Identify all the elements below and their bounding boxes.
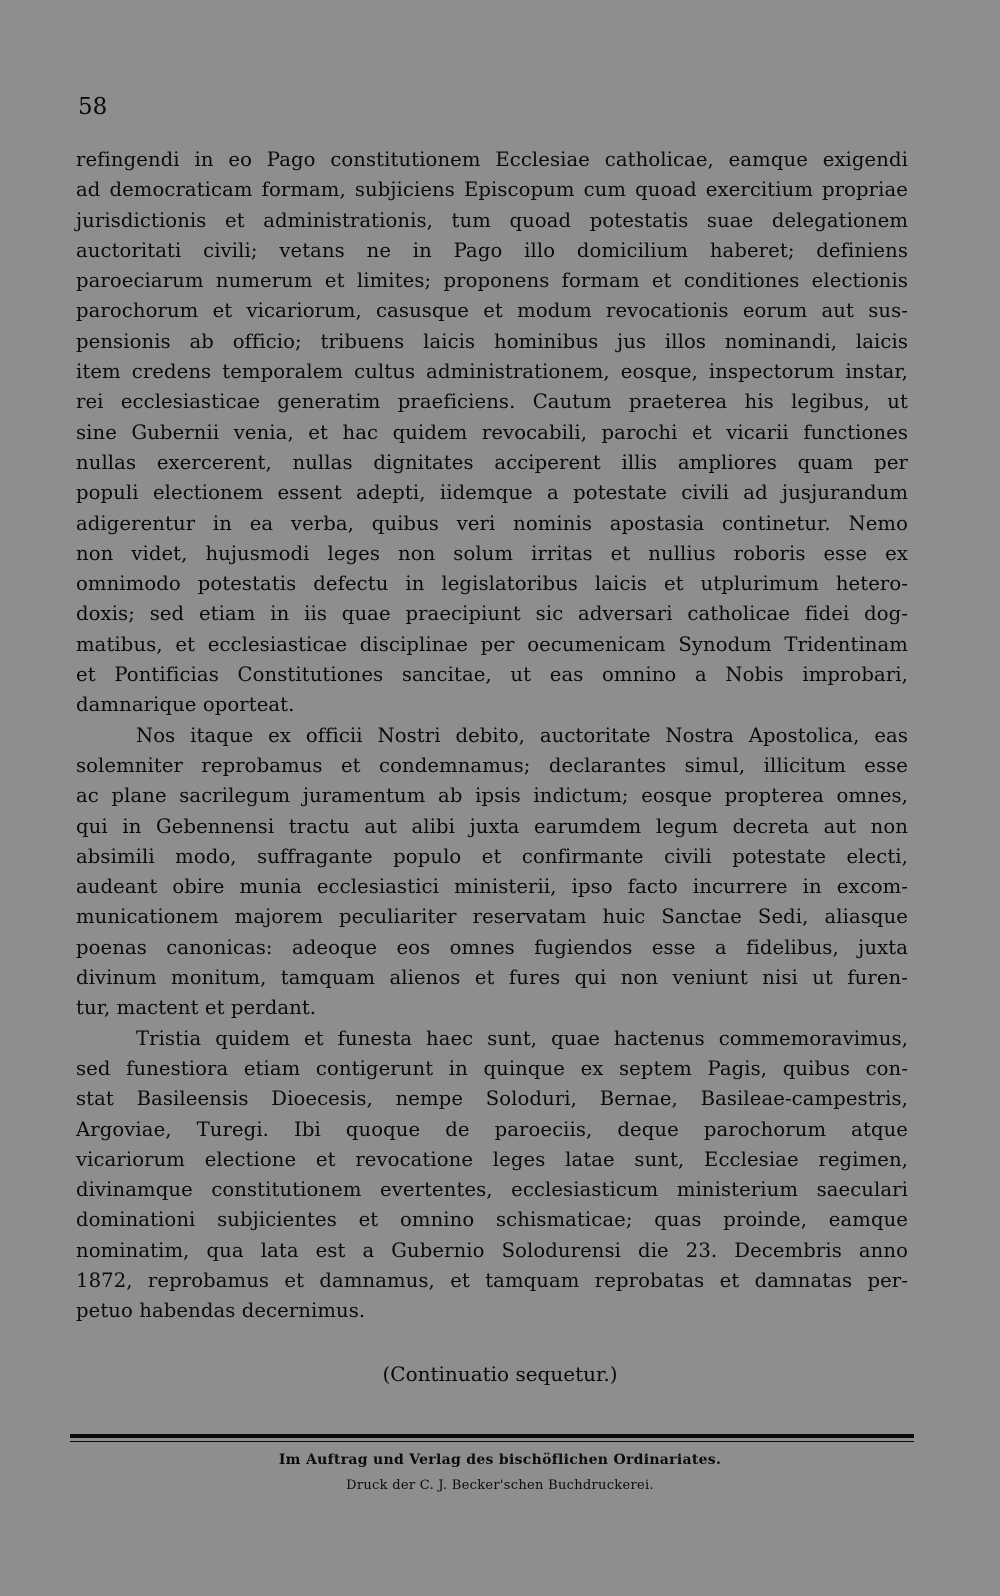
body-text [76, 145, 908, 1327]
text-line: petuo habendas decernimus. [76, 1299, 366, 1323]
text-line: damnarique oporteat. [76, 693, 295, 717]
continuation-note: (Continuatio sequetur.) [382, 1362, 618, 1386]
page-number: 58 [78, 94, 108, 120]
text-line: refingendi in eo Pago constitutionem Ecclesiae catholicae, eamque exigendi [76, 148, 908, 171]
text-line: audeant obire munia ecclesiastici ministerii, ipso facto incurrere in excom- [76, 875, 908, 899]
text-line: municationem majorem peculiariter reservatam huic Sanctae Sedi, aliasque [76, 905, 908, 929]
text-line: auctoritati civili; vetans ne in Pago illo domicilium haberet; definiens [76, 238, 908, 262]
imprint-publisher: Im Auftrag und Verlag des bischöflichen Ordinariates. [278, 1452, 722, 1468]
text-line: adigerentur in ea verba, quibus veri nominis apostasia continetur. Nemo [76, 511, 908, 535]
text-line: divinum monitum, tamquam alienos et fures qui non veniunt nisi ut furen- [76, 966, 908, 990]
text-line: et Pontificias Constitutiones sancitae, ut eas omnino a Nobis improbari, [76, 663, 908, 687]
text-line: stat Basileensis Dioecesis, nempe Soloduri, Bernae, Basileae-campestris, [76, 1087, 908, 1111]
text-line: dominationi subjicientes et omnino schismaticae; quas proinde, eamque [76, 1208, 908, 1232]
text-line: Tristia quidem et funesta haec sunt, quae hactenus commemoravimus, [136, 1026, 908, 1050]
text-line: non videt, hujusmodi leges non solum irritas et nullius roboris esse ex [76, 541, 908, 565]
text-line: sine Gubernii venia, et hac quidem revocabili, parochi et vicarii functiones [76, 420, 908, 444]
text-line: parochorum et vicariorum, casusque et modum revocationis eorum aut sus- [76, 299, 908, 323]
text-line: pensionis ab officio; tribuens laicis hominibus jus illos nominandi, laicis [76, 329, 908, 353]
text-line: paroeciarum numerum et limites; proponens formam et conditiones electionis [76, 269, 908, 293]
text-line: tur, mactent et perdant. [76, 996, 317, 1020]
text-line: ad democraticam formam, subjiciens Episcopum cum quoad exercitium propriae [76, 178, 908, 202]
imprint-printer: Druck der C. J. Becker'schen Buchdruckerei. [346, 1478, 654, 1493]
footer-rule [70, 1434, 914, 1438]
text-line: rei ecclesiasticae generatim praeficiens. Cautum praeterea his legibus, ut [76, 390, 908, 414]
text-line: 1872, reprobamus et damnamus, et tamquam reprobatas et damnatas per- [76, 1268, 908, 1292]
text-line: ac plane sacrilegum juramentum ab ipsis indictum; eosque propterea omnes, [76, 784, 908, 808]
text-line: absimili modo, suffragante populo et confirmante civili potestate electi, [76, 844, 908, 868]
text-line: omnimodo potestatis defectu in legislatoribus laicis et utplurimum hetero- [76, 572, 908, 596]
text-line: populi electionem essent adepti, iidemque a potestate civili ad jusjurandum [76, 481, 908, 505]
text-line: poenas canonicas: adeoque eos omnes fugiendos esse a fidelibus, juxta [76, 935, 908, 959]
text-line: Argoviae, Turegi. Ibi quoque de paroeciis, deque parochorum atque [76, 1117, 908, 1141]
text-line: vicariorum electione et revocatione leges latae sunt, Ecclesiae regimen, [76, 1147, 908, 1171]
text-line: nominatim, qua lata est a Gubernio Solodurensi die 23. Decembris anno [76, 1238, 908, 1262]
text-line: Nos itaque ex officii Nostri debito, auctoritate Nostra Apostolica, eas [136, 723, 908, 747]
text-line: jurisdictionis et administrationis, tum quoad potestatis suae delegationem [76, 208, 908, 232]
text-line: nullas exercerent, nullas dignitates acciperent illis ampliores quam per [76, 450, 908, 474]
text-line: item credens temporalem cultus administrationem, eosque, inspectorum instar, [76, 360, 908, 384]
footer-rule-thin [70, 1441, 914, 1442]
text-line: doxis; sed etiam in iis quae praecipiunt sic adversari catholicae fidei dog- [76, 602, 908, 626]
text-line: solemniter reprobamus et condemnamus; declarantes simul, illicitum esse [76, 753, 908, 777]
text-line: divinamque constitutionem evertentes, ecclesiasticum ministerium saeculari [76, 1178, 908, 1202]
text-line: sed funestiora etiam contigerunt in quinque ex septem Pagis, quibus con- [76, 1056, 908, 1080]
text-line: matibus, et ecclesiasticae disciplinae per oecumenicam Synodum Tridentinam [76, 632, 908, 656]
text-line: qui in Gebennensi tractu aut alibi juxta earumdem legum decreta aut non [76, 814, 908, 838]
